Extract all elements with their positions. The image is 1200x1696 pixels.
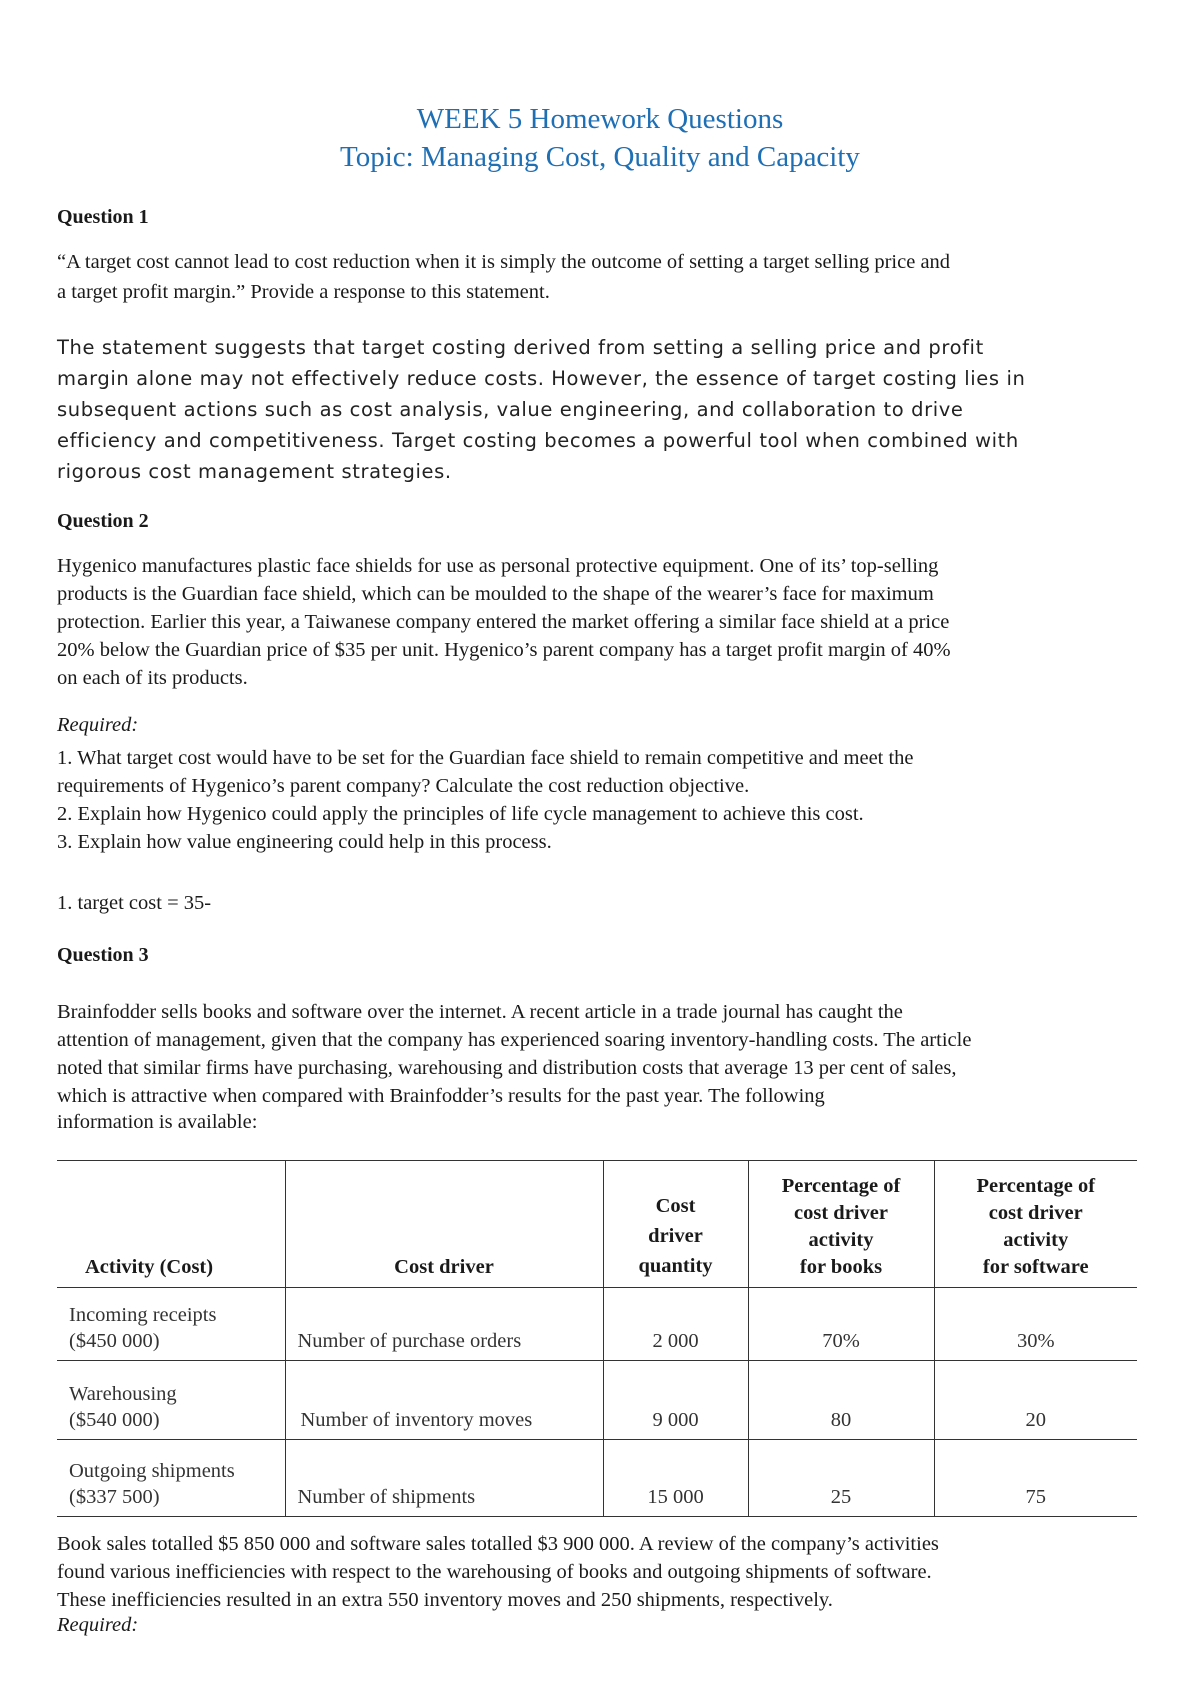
q2-required-line: 3. Explain how value engineering could help in this process. xyxy=(57,831,552,853)
q1-prompt-line: a target profit margin.” Provide a response to this statement. xyxy=(57,281,550,303)
cell-books-pct: 25 xyxy=(748,1440,934,1517)
activity-name: Incoming receipts xyxy=(69,1304,217,1326)
question-1-prompt xyxy=(57,247,1147,307)
header-percentage-software xyxy=(934,1161,1137,1288)
q1-prompt-line: “A target cost cannot lead to cost reduction when it is simply the outcome of setting a target selling price and xyxy=(57,251,951,273)
q1-answer-line: rigorous cost management strategies. xyxy=(57,460,452,483)
question-1-answer xyxy=(57,332,1147,487)
activity-cost-table xyxy=(57,1160,1137,1517)
header-text: cost driver xyxy=(988,1202,1083,1224)
cell-driver: Number of purchase orders xyxy=(285,1288,603,1361)
q3-body-line: which is attractive when compared with Brainfodder’s results for the past year. The following xyxy=(57,1085,825,1107)
header-cost-driver-quantity xyxy=(603,1161,748,1288)
question-3-required-label: Required: xyxy=(57,1614,139,1636)
header-percentage-books xyxy=(748,1161,934,1288)
header-text: activity xyxy=(808,1229,874,1251)
q2-body-line: protection. Earlier this year, a Taiwanese company entered the market offering a similar face shield at a price xyxy=(57,611,950,633)
q1-answer-line: subsequent actions such as cost analysis, value engineering, and collaboration to drive xyxy=(57,398,964,421)
q3-after-line: found various inefficiencies with respect to the warehousing of books and outgoing shipments of software. xyxy=(57,1561,932,1583)
question-2-answer: 1. target cost = 35- xyxy=(57,892,212,914)
table-row xyxy=(57,1288,1137,1361)
cell-quantity: 9 000 xyxy=(603,1361,748,1440)
cell-quantity: 2 000 xyxy=(603,1288,748,1361)
table-row xyxy=(57,1440,1137,1517)
table-row xyxy=(57,1361,1137,1440)
q2-required-line: 2. Explain how Hygenico could apply the principles of life cycle management to achieve this cost. xyxy=(57,803,864,825)
question-1-heading: Question 1 xyxy=(57,206,149,228)
activity-cost: ($337 500) xyxy=(69,1486,160,1508)
question-2-body xyxy=(57,552,1147,692)
cell-software-pct: 20 xyxy=(934,1361,1137,1440)
cell-software-pct: 75 xyxy=(934,1440,1137,1517)
header-text: Cost xyxy=(655,1195,696,1217)
question-3-heading: Question 3 xyxy=(57,944,149,966)
activity-cost: ($540 000) xyxy=(69,1409,160,1431)
cell-activity xyxy=(57,1440,285,1517)
document-title xyxy=(0,100,1200,176)
activity-name: Outgoing shipments xyxy=(69,1460,235,1482)
q2-body-line: on each of its products. xyxy=(57,667,248,689)
header-text: Percentage of xyxy=(781,1175,901,1197)
header-text: Percentage of xyxy=(976,1175,1096,1197)
header-activity-cost xyxy=(57,1161,285,1288)
header-text: driver xyxy=(648,1225,703,1247)
cell-books-pct: 80 xyxy=(748,1361,934,1440)
question-3-after-table xyxy=(57,1530,1147,1614)
header-cost-driver xyxy=(285,1161,603,1288)
header-text: for books xyxy=(799,1256,883,1278)
q2-required-line: 1. What target cost would have to be set for the Guardian face shield to remain competitive and meet the xyxy=(57,747,914,769)
title-line-1: WEEK 5 Homework Questions xyxy=(416,103,784,135)
q2-body-line: Hygenico manufactures plastic face shields for use as personal protective equipment. One of its’ top-selling xyxy=(57,555,939,577)
q1-answer-line: margin alone may not effectively reduce costs. However, the essence of target costing lies in xyxy=(57,367,1026,390)
activity-name: Warehousing xyxy=(69,1383,177,1405)
cell-books-pct: 70% xyxy=(748,1288,934,1361)
q3-body-line: information is available: xyxy=(57,1111,258,1133)
question-3-body xyxy=(57,998,1147,1134)
q3-after-line: These inefficiencies resulted in an extra 550 inventory moves and 250 shipments, respectively. xyxy=(57,1589,833,1611)
q2-required-line: requirements of Hygenico’s parent company? Calculate the cost reduction objective. xyxy=(57,775,750,797)
q1-answer-line: efficiency and competitiveness. Target costing becomes a powerful tool when combined with xyxy=(57,429,1019,452)
title-line-2: Topic: Managing Cost, Quality and Capacity xyxy=(340,141,860,173)
q3-after-line: Book sales totalled $5 850 000 and software sales totalled $3 900 000. A review of the company’s activities xyxy=(57,1533,939,1555)
header-text: quantity xyxy=(638,1255,713,1277)
header-text: cost driver xyxy=(794,1202,888,1224)
cell-quantity: 15 000 xyxy=(603,1440,748,1517)
q3-body-line: Brainfodder sells books and software over the internet. A recent article in a trade journal has caught the xyxy=(57,1001,903,1023)
question-2-required-list xyxy=(57,744,1147,856)
q3-body-line: noted that similar firms have purchasing, warehousing and distribution costs that average 13 per cent of sales, xyxy=(57,1057,957,1079)
question-2-required-label: Required: xyxy=(57,714,139,736)
cell-driver: Number of inventory moves xyxy=(285,1361,603,1440)
q3-body-line: attention of management, given that the company has experienced soaring inventory-handling costs. The article xyxy=(57,1029,972,1051)
q2-body-line: 20% below the Guardian price of $35 per unit. Hygenico’s parent company has a target profit margin of 40% xyxy=(57,639,951,661)
header-text: Cost driver xyxy=(394,1256,494,1278)
header-text: for software xyxy=(982,1256,1089,1278)
q1-answer-line: The statement suggests that target costing derived from setting a selling price and profit xyxy=(57,336,984,359)
activity-cost: ($450 000) xyxy=(69,1330,160,1352)
cell-driver: Number of shipments xyxy=(285,1440,603,1517)
q2-body-line: products is the Guardian face shield, which can be moulded to the shape of the wearer’s face for maximum xyxy=(57,583,934,605)
cell-software-pct: 30% xyxy=(934,1288,1137,1361)
cell-activity xyxy=(57,1361,285,1440)
table-header-row xyxy=(57,1161,1137,1288)
cell-activity xyxy=(57,1288,285,1361)
header-text: activity xyxy=(1003,1229,1069,1251)
question-2-heading: Question 2 xyxy=(57,510,149,532)
header-text: Activity (Cost) xyxy=(85,1256,214,1278)
